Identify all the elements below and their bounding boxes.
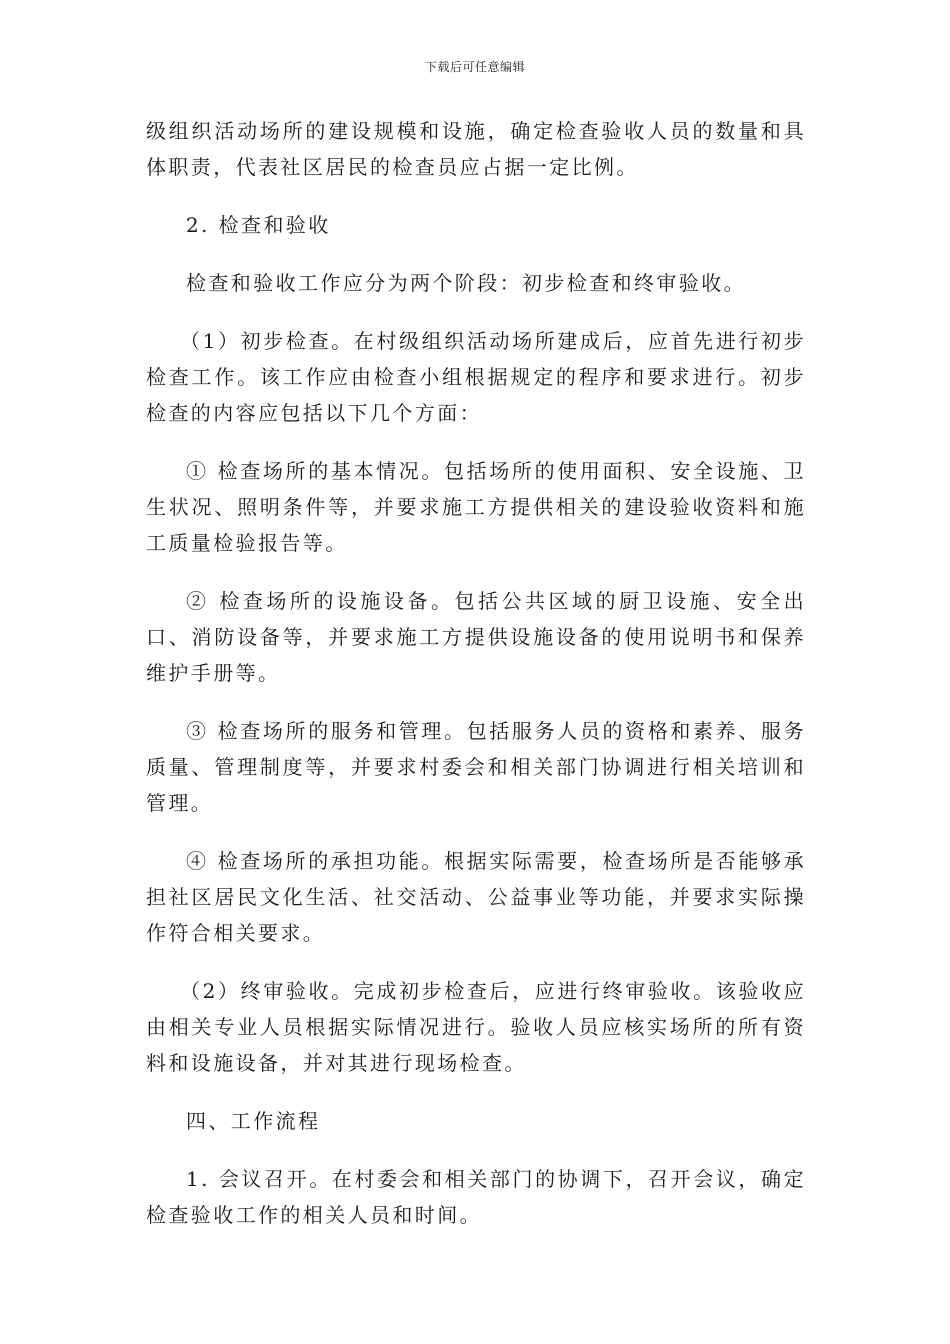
paragraph-meeting: 1. 会议召开。在村委会和相关部门的协调下，召开会议，确定检查验收工作的相关人员和时间。 (146, 1167, 806, 1227)
paragraph-stages: 检查和验收工作应分为两个阶段：初步检查和终审验收。 (186, 271, 746, 295)
document-body (146, 113, 806, 1255)
list-item-basic-condition: ① 检查场所的基本情况。包括场所的使用面积、安全设施、卫生状况、照明条件等，并要求施工方提供相关的建设验收资料和施工质量检验报告等。 (146, 459, 806, 555)
paragraph-preliminary-inspection: （1）初步检查。在村级组织活动场所建成后，应首先进行初步检查工作。该工作应由检查小组根据规定的程序和要求进行。初步检查的内容应包括以下几个方面： (146, 329, 806, 425)
list-item-service-management: ③ 检查场所的服务和管理。包括服务人员的资格和素养、服务质量、管理制度等，并要求村委会和相关部门协调进行相关培训和管理。 (146, 719, 806, 815)
list-item-facilities: ② 检查场所的设施设备。包括公共区域的厨卫设施、安全出口、消防设备等，并要求施工方提供设施设备的使用说明书和保养维护手册等。 (146, 589, 806, 685)
paragraph-continuation: 级组织活动场所的建设规模和设施，确定检查验收人员的数量和具体职责，代表社区居民的检查员应占据一定比例。 (146, 119, 806, 179)
list-item-functions: ④ 检查场所的承担功能。根据实际需要，检查场所是否能够承担社区居民文化生活、社交活动、公益事业等功能，并要求实际操作符合相关要求。 (146, 849, 806, 945)
section-heading-inspection: 2. 检查和验收 (186, 213, 331, 237)
section-heading-workflow: 四、工作流程 (186, 1109, 321, 1133)
paragraph-final-acceptance: （2）终审验收。完成初步检查后，应进行终审验收。该验收应由相关专业人员根据实际情况进行。验收人员应核实场所的所有资料和设施设备，并对其进行现场检查。 (146, 979, 806, 1075)
page-header: 下载后可任意编辑 (424, 60, 525, 74)
